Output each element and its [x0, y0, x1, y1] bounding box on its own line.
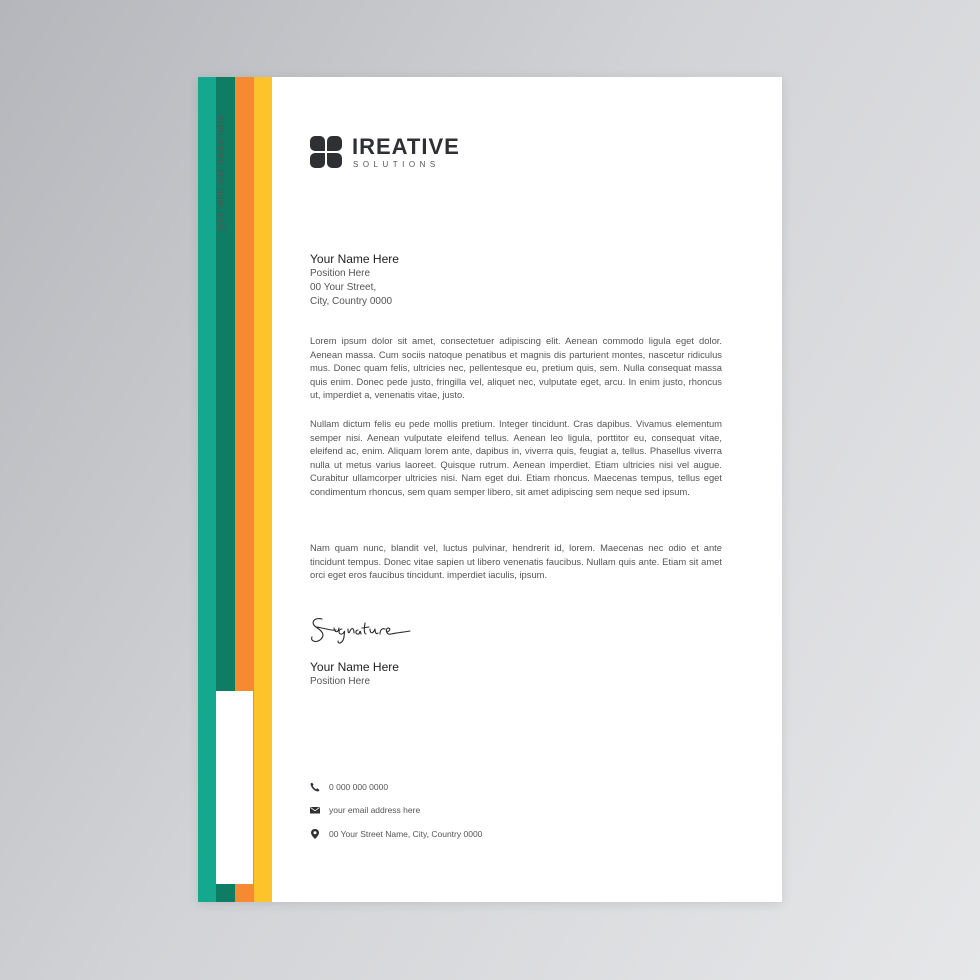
letterhead-page: [198, 77, 782, 902]
four-petal-logo-icon: [310, 136, 342, 168]
brand-title: IREATIVE: [352, 134, 460, 159]
signer-name: Your Name Here: [310, 660, 399, 674]
body-paragraph-2: Nullam dictum felis eu pede mollis pretium. Integer tincidunt. Cras dapibus. Vivamus elementum semper nisi. Aenean vulputate eleifend tellus. Aenean leo ligula, porttitor eu, consequat vitae, eleifend ac, enim. Aliquam lorem ante, dapibus in, viverra quis, feugiat a, tellus. Phasellus viverra nulla ut metus varius laoreet. Quisque rutrum. Aenean imperdiet. Etiam ultricies nisi vel augue. Curabitur ullamcorper ultricies nisi. Nam eget dui. Etiam rhoncus. Maecenas tempus, tellus eget condimentum rhoncus, sem quam semper libero, sit amet adipiscing sem neque sed ipsum.: [310, 418, 722, 497]
contact-email: [310, 805, 420, 815]
envelope-icon: [310, 805, 320, 815]
handwritten-signature: [308, 609, 418, 649]
phone-icon: [310, 782, 320, 792]
brand-subtitle: SOLUTIONS: [353, 160, 440, 169]
teal-stripe: [198, 77, 216, 902]
website-label-box: [216, 691, 253, 884]
contact-phone: [310, 782, 388, 792]
yellow-stripe: [254, 77, 272, 902]
signature-block: [310, 659, 399, 689]
body-paragraph-3: Nam quam nunc, blandit vel, luctus pulvinar, hendrerit id, lorem. Maecenas nec odio et ante tincidunt tempus. Donec vitae sapien ut libero venenatis faucibus. Nullam quis ante. Etiam sit amet orci eget eros faucibus tincidunt. imperdiet iaculis, ipsum.: [310, 542, 722, 581]
contact-address: [310, 829, 482, 839]
sender-street: 00 Your Street,: [310, 282, 377, 293]
postal-address: 00 Your Street Name, City, Country 0000: [329, 829, 483, 839]
body-paragraph-1: Lorem ipsum dolor sit amet, consectetuer adipiscing elit. Aenean commodo ligula eget dolor. Aenean massa. Cum sociis natoque penatibus et magnis dis parturient montes, nascetur ridiculus mus. Donec quam felis, ultricies nec, pellentesque eu, pretium quis, sem. Nulla consequat massa quis enim. Donec pede justo, fringilla vel, aliquet nec, vulputate eget, arcu. In enim justo, rhoncus ut, imperdiet a, venenatis vitae, justo.: [310, 335, 722, 401]
map-pin-icon: [310, 829, 320, 839]
email-address: your email address here: [329, 805, 421, 815]
sender-name: Your Name Here: [310, 252, 399, 266]
signer-position: Position Here: [310, 676, 371, 687]
sender-position: Position Here: [310, 268, 371, 279]
sender-city: City, Country 0000: [310, 296, 393, 307]
phone-number: 0 000 000 0000: [329, 782, 389, 792]
website-text: your web site name here: [216, 114, 227, 231]
sender-address-block: [310, 251, 399, 309]
